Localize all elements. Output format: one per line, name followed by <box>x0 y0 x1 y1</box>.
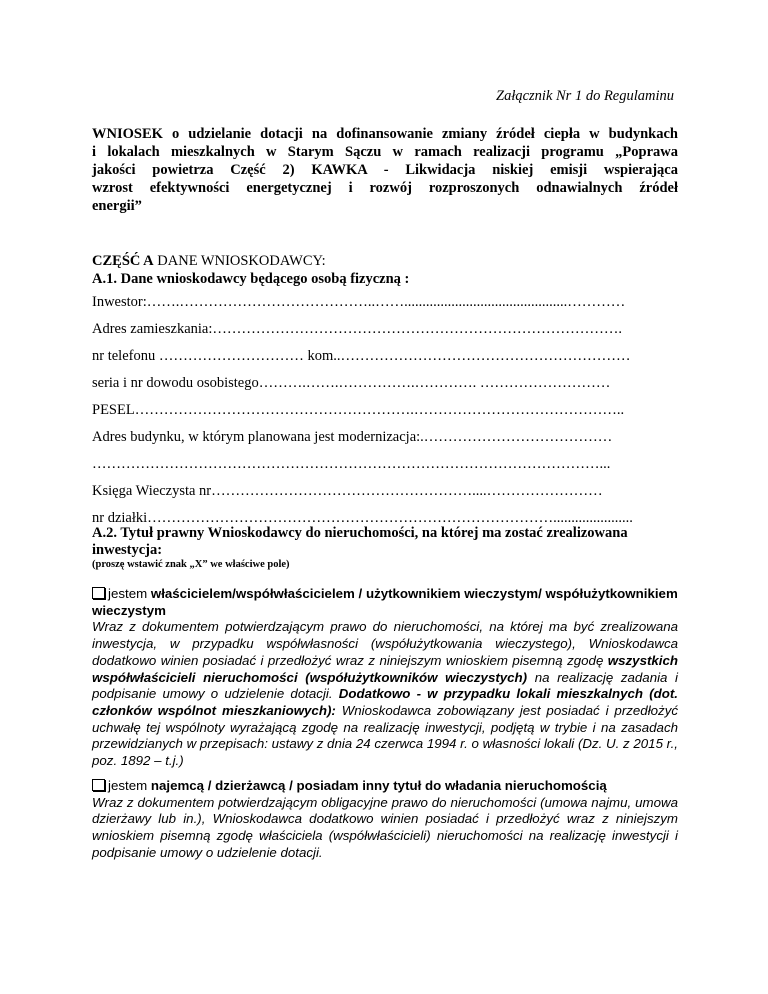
annex-label: Załącznik Nr 1 do Regulaminu <box>496 88 675 104</box>
tenant-checkbox[interactable] <box>92 779 105 791</box>
part-a-heading <box>92 253 326 270</box>
land-register-field[interactable]: Księga Wieczysta nr………………………………………………....…………………… <box>92 483 603 499</box>
building-address-field-continued[interactable]: ……………………………………………………………………………………………... <box>92 456 611 472</box>
owner-label: właścicielem/współwłaścicielem / użytkownikiem wieczystym/ współużytkownikiem wieczystym <box>92 586 678 618</box>
plot-number-field[interactable]: nr działki…………………………………………………………………………...................... <box>92 510 633 526</box>
owner-bold-1: wszystkich współwłaścicieli nieruchomości (współużytkowników wieczystych) <box>92 652 678 685</box>
part-a-title: DANE WNIOSKODAWCY: <box>157 253 326 269</box>
option-owner <box>92 586 678 770</box>
option-tenant-head <box>92 778 678 795</box>
part-a-label: CZĘŚĆ A <box>92 253 154 269</box>
option-tenant-description: Wraz z dokumentem potwierdzającym obligacyjne prawo do nieruchomości (umowa najmu, umowa dzierżawy lub in.), Wnioskodawca dodatkowo winien posiadać i przedłożyć wraz z niniejszym wnioskiem pisemną zgodę właściciela (współwłaścicieli) nieruchomości na realizację inwestycji i podpisanie umowy o udzielenie dotacji. <box>92 794 678 860</box>
phone-field[interactable]: nr telefonu ………………………… kom..…………………………………………………… <box>92 348 631 364</box>
owner-bold-2: Dodatkowo - w przypadku lokali mieszkalnych (dot. członków wspólnot mieszkaniowych): <box>92 686 678 718</box>
owner-text-2: na realizację zadania i podpisanie umowy o udzielenie dotacji. <box>92 669 678 702</box>
owner-checkbox[interactable] <box>92 587 105 599</box>
title-line: wzrost efektywności energetycznej i rozwój rozproszonych odnawialnych źródeł <box>92 180 678 196</box>
pesel-field[interactable]: PESEL………………………………………………….…………………………………….. <box>92 402 625 418</box>
option-owner-head <box>92 586 678 619</box>
owner-text-3: Wnioskodawca zobowiązany jest posiadać i przedłożyć uchwałę tej wspólnoty wyrażającą zgodę na realizację inwestycji, podjętą w trybie i na zasadach przewidzianych w przepisach: ustawy z dnia 24 czerwca 1994 r. o własności lokali (Dz. U. z 2015 r., poz. 1892 – t.j.) <box>92 702 678 769</box>
a2-note: (proszę wstawić znak „X” we właściwe pole) <box>92 559 290 570</box>
title-line: energii” <box>92 198 142 214</box>
owner-text-1: Wraz z dokumentem potwierdzającym prawo do nieruchomości, na której ma być zrealizowana inwestycja, w przypadku współwłasności (współużytkowania wieczystego), Wnioskodawca dodatkowo winien posiadać i przedłożyć wraz z niniejszym wnioskiem pisemną zgodę <box>92 619 678 668</box>
title-line: i lokalach mieszkalnych w Starym Sączu w ramach realizacji programu „Poprawa <box>92 144 678 160</box>
address-field[interactable]: Adres zamieszkania:…………………………………………………………………………. <box>92 321 623 337</box>
option-owner-description <box>92 619 678 769</box>
a2-heading: A.2. Tytuł prawny Wnioskodawcy do nieruchomości, na której ma zostać zrealizowana inwestycja: <box>92 525 628 558</box>
building-address-field[interactable]: Adres budynku, w którym planowana jest modernizacja:.………………………………… <box>92 429 613 445</box>
document-title <box>92 125 678 215</box>
a1-heading: A.1. Dane wnioskodawcy będącego osobą fizyczną : <box>92 271 410 287</box>
title-line: WNIOSEK o udzielanie dotacji na dofinansowanie zmiany źródeł ciepła w budynkach <box>92 126 678 142</box>
owner-prefix: jestem <box>108 586 151 601</box>
tenant-prefix: jestem <box>108 778 151 793</box>
title-line: jakości powietrza Część 2) KAWKA - Likwidacja niskiej emisji wspierająca <box>92 162 678 178</box>
investor-field[interactable]: Inwestor:…….…………………………………..…….............................................………… <box>92 294 626 310</box>
option-tenant <box>92 778 678 862</box>
id-card-field[interactable]: seria i nr dowodu osobistego……….…….…………….…………. ……………………… <box>92 375 611 391</box>
tenant-label: najemcą / dzierżawcą / posiadam inny tytuł do władania nieruchomością <box>150 778 607 793</box>
